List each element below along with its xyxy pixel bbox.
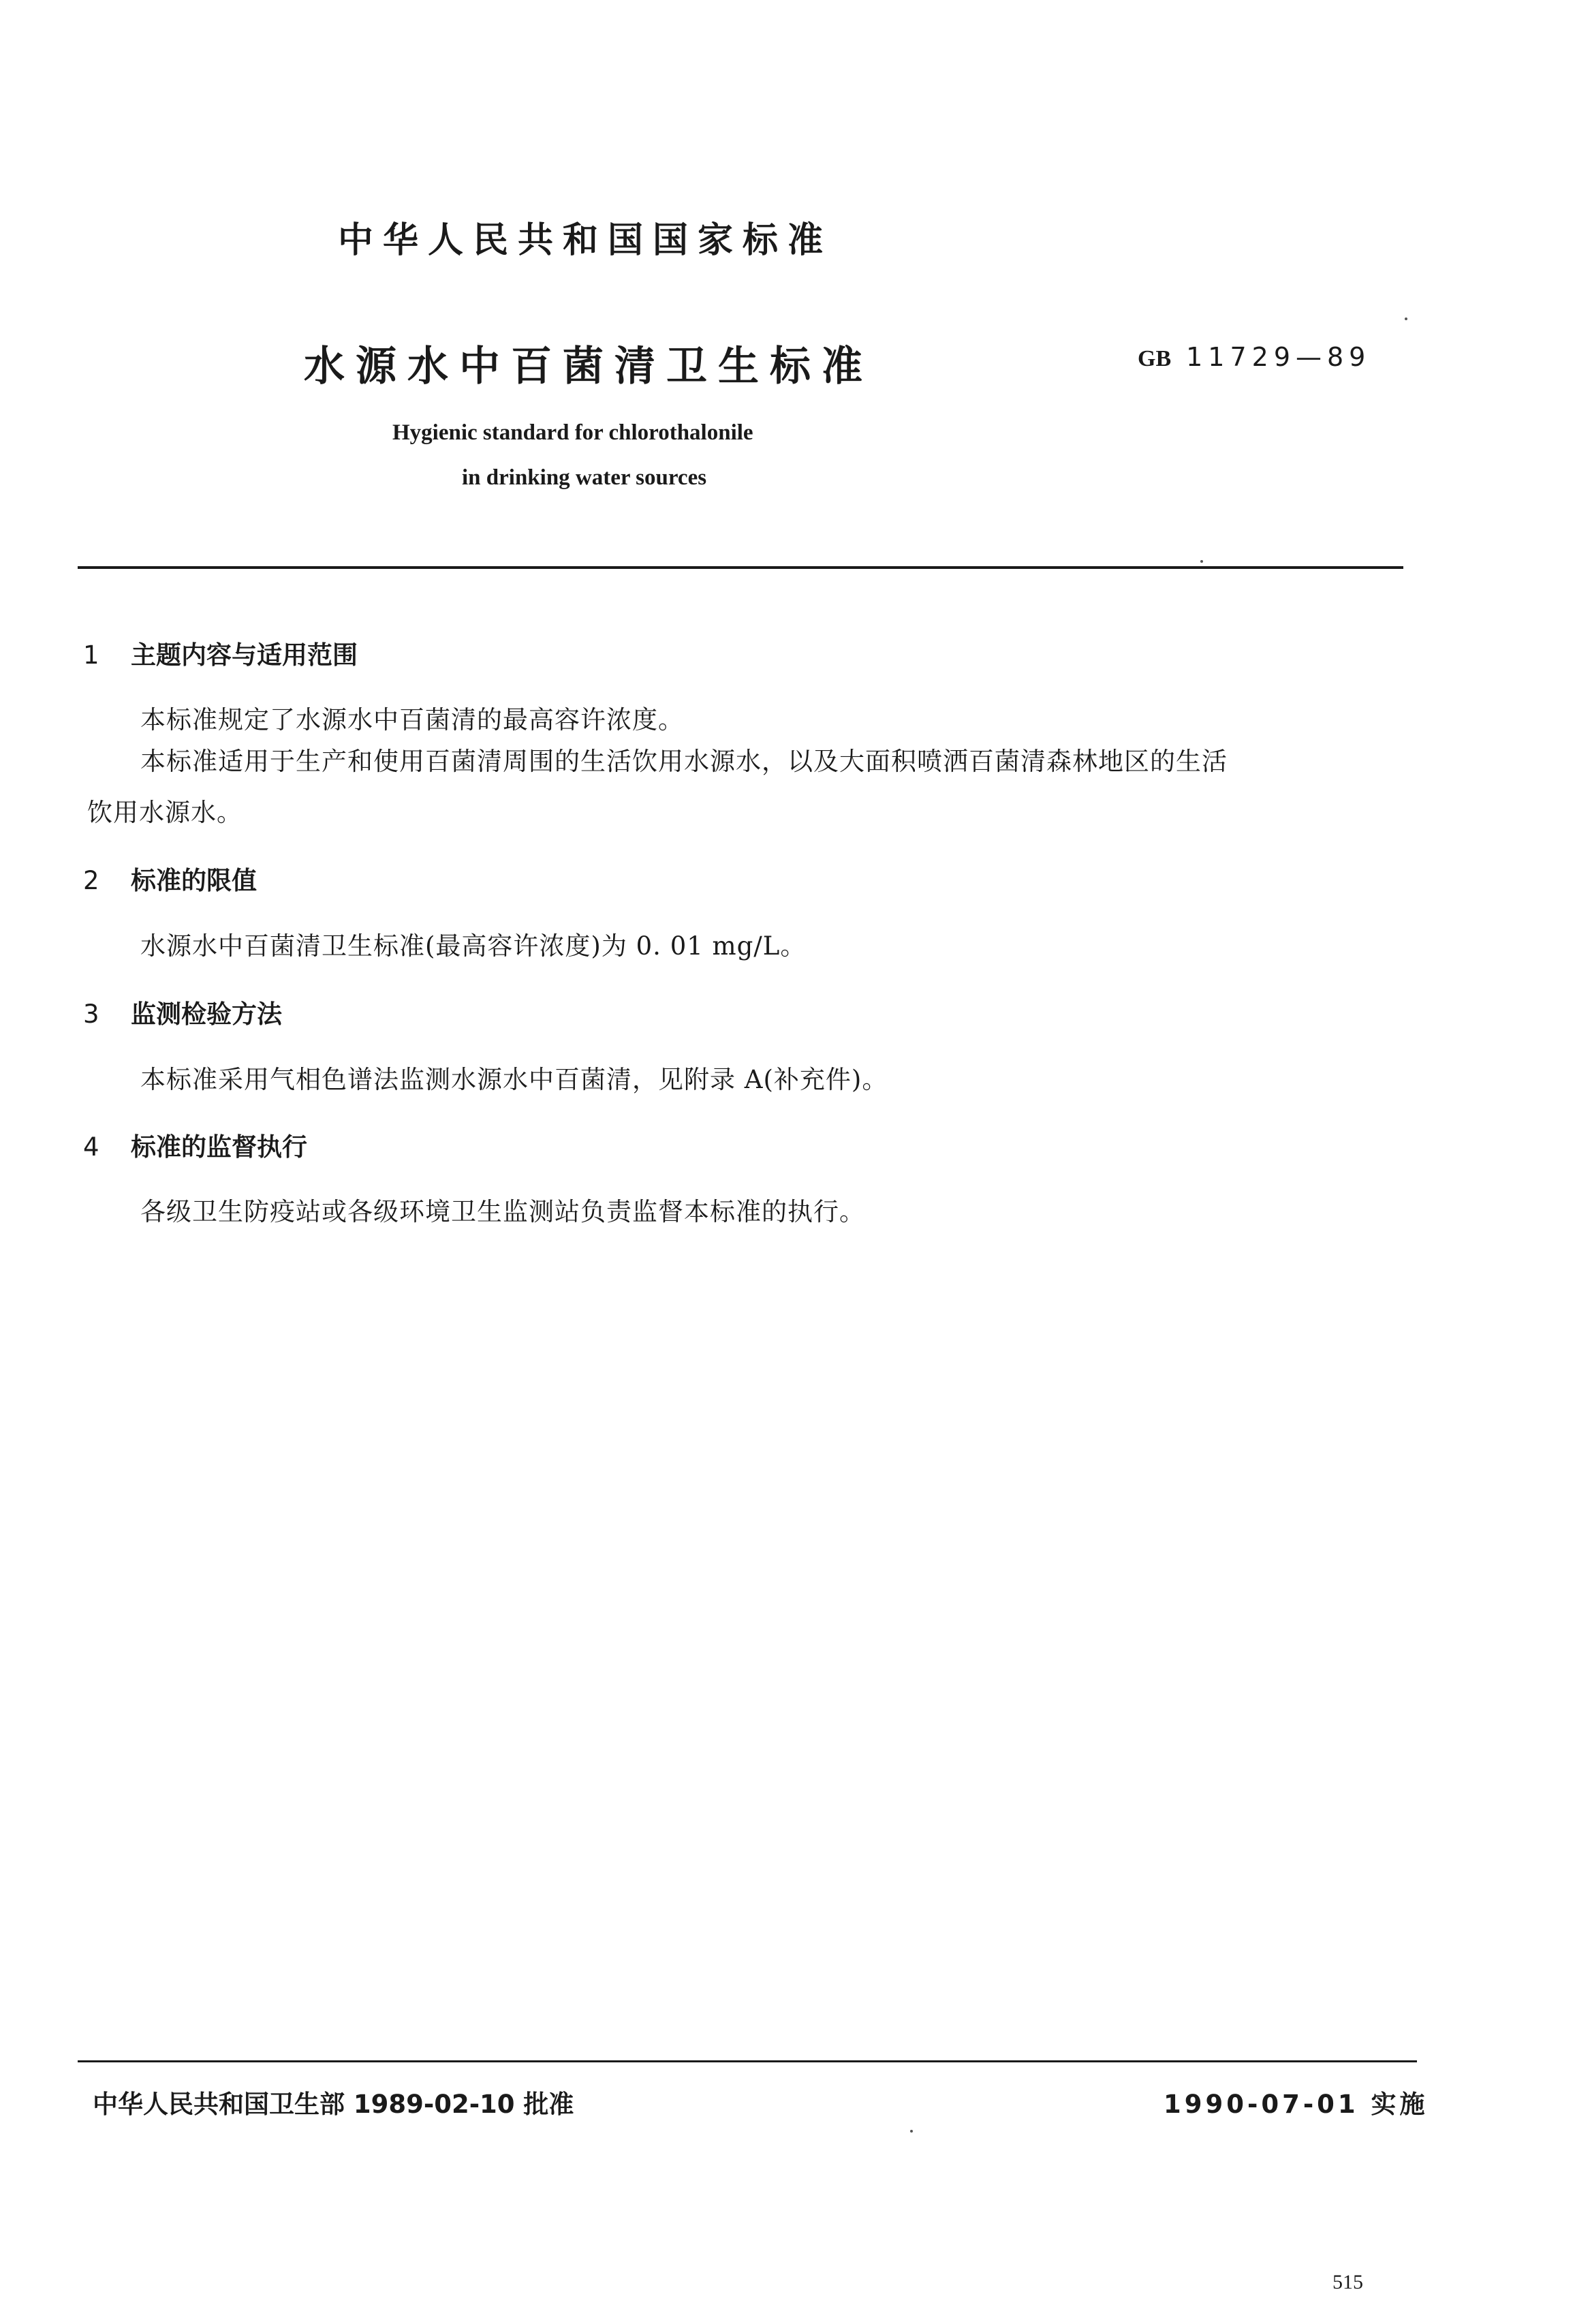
document-title: 水源水中百菌清卫生标准	[304, 343, 873, 390]
english-title-line1: Hygienic standard for chlorothalonile	[392, 420, 753, 445]
national-standard-heading: 中华人民共和国国家标准	[338, 220, 833, 261]
approval-line: 中华人民共和国卫生部 1989-02-10 批准	[93, 2090, 574, 2119]
section-4-number: 4	[83, 1132, 99, 1162]
header-divider	[78, 566, 1403, 569]
section-3-paragraph-1: 本标准采用气相色谱法监测水源水中百菌清，见附录 A(补充件)。	[140, 1065, 888, 1094]
scan-speck	[1200, 560, 1203, 563]
section-3-heading	[83, 993, 282, 1030]
section-4-paragraph-1: 各级卫生防疫站或各级环境卫生监测站负责监督本标准的执行。	[140, 1197, 865, 1226]
footer-divider	[78, 2060, 1417, 2062]
section-1-number: 1	[83, 640, 99, 670]
section-1-title: 主题内容与适用范围	[131, 640, 358, 670]
section-1-heading	[83, 634, 358, 671]
english-title-line2: in drinking water sources	[462, 465, 707, 490]
scan-speck	[1405, 317, 1407, 320]
standard-code-prefix: GB	[1138, 346, 1172, 371]
standard-code	[1138, 342, 1371, 372]
section-4-title: 标准的监督执行	[131, 1132, 307, 1162]
section-2-paragraph-1: 水源水中百菌清卫生标准(最高容许浓度)为 0. 01 mg/L。	[140, 931, 807, 961]
section-2-heading	[83, 860, 257, 897]
scan-speck	[910, 2130, 913, 2133]
section-2-number: 2	[83, 866, 99, 895]
section-1-paragraph-2: 本标准适用于生产和使用百菌清周围的生活饮用水源水，以及大面积喷洒百菌清森林地区的生活	[140, 747, 1228, 776]
page-number: 515	[1332, 2271, 1363, 2293]
section-4-heading	[83, 1126, 307, 1163]
standard-code-number: 11729—89	[1186, 342, 1371, 372]
section-2-title: 标准的限值	[131, 866, 257, 895]
section-1-paragraph-2-continued: 饮用水源水。	[87, 798, 243, 827]
effective-date-line: 1990-07-01 实施	[1164, 2090, 1429, 2119]
section-3-title: 监测检验方法	[131, 1000, 282, 1029]
section-3-number: 3	[83, 1000, 99, 1029]
section-1-paragraph-1: 本标准规定了水源水中百菌清的最高容许浓度。	[140, 705, 684, 734]
